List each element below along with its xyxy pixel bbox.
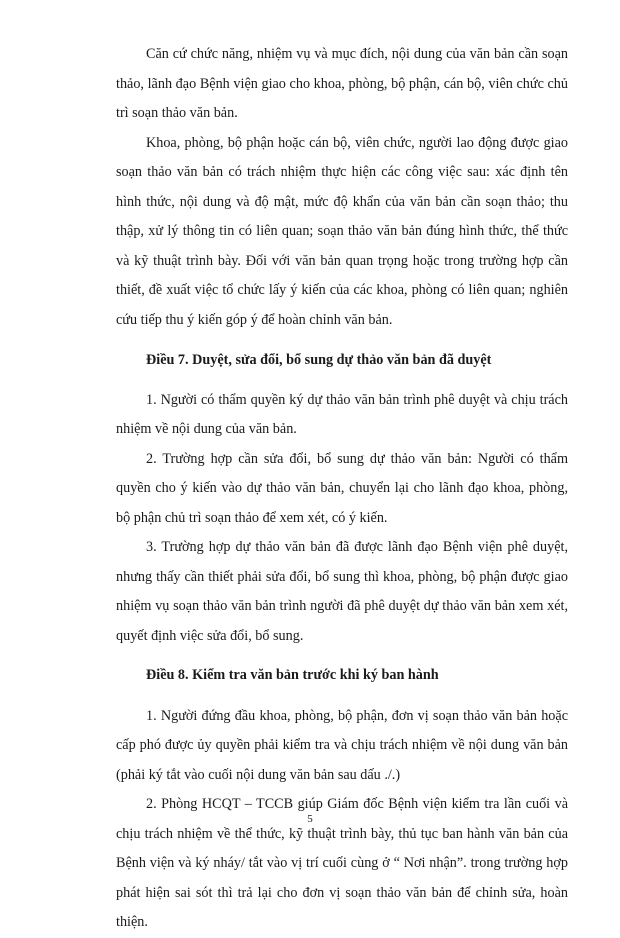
page-number: 5 xyxy=(307,813,313,825)
intro-paragraph-2: Khoa, phòng, bộ phận hoặc cán bộ, viên chức, người lao động được giao soạn thảo văn bản có trách nhiệm thực hiện các công việc sau: xác định tên hình thức, nội dung và độ mật, mức độ khẩn của văn bản cần soạn thảo; thu thập, xử lý thông tin có liên quan; soạn thảo văn bản đúng hình thức, thể thức và kỹ thuật trình bày. Đối với văn bản quan trọng hoặc trong trường hợp cần thiết, đề xuất việc tổ chức lấy ý kiến của các khoa, phòng có liên quan; nghiên cứu tiếp thu ý kiến góp ý để hoàn chỉnh văn bản. xyxy=(116,134,568,328)
article-7-clause-3: 3. Trường hợp dự thảo văn bản đã được lãnh đạo Bệnh viện phê duyệt, nhưng thấy cần thiết phải sửa đổi, bổ sung thì khoa, phòng, bộ phận được giao nhiệm vụ soạn thảo văn bản trình người đã phê duyệt dự thảo văn bản xem xét, quyết định việc sửa đổi, bổ sung. xyxy=(116,539,568,644)
article-8-clause-2: 2. Phòng HCQT – TCCB giúp Giám đốc Bệnh viện kiểm tra lần cuối và chịu trách nhiệm về thể thức, kỹ thuật trình bày, thủ tục ban hành văn bản của Bệnh viện và ký nháy/ tắt vào vị trí cuối cùng ở “ Nơi nhận”. trong trường hợp phát hiện sai sót thì trả lại cho đơn vị soạn thảo văn bản để chỉnh sửa, hoàn thiện. xyxy=(116,796,568,930)
article-8 xyxy=(116,661,568,938)
intro-section xyxy=(116,40,568,335)
intro-paragraph-1: Căn cứ chức năng, nhiệm vụ và mục đích, nội dung của văn bản cần soạn thảo, lãnh đạo Bệnh viện giao cho khoa, phòng, bộ phận, cán bộ, viên chức chủ trì soạn thảo văn bản. xyxy=(116,46,568,121)
article-8-heading: Điều 8. Kiểm tra văn bản trước khi ký ban hành xyxy=(146,667,439,683)
article-7 xyxy=(116,346,568,651)
article-7-clause-2: 2. Trường hợp cần sửa đổi, bổ sung dự thảo văn bản: Người có thẩm quyền cho ý kiến vào dự thảo văn bản, chuyển lại cho lãnh đạo khoa, phòng, bộ phận chủ trì soạn thảo để xem xét, có ý kiến. xyxy=(116,450,568,526)
article-7-clause-1: 1. Người có thẩm quyền ký dự thảo văn bản trình phê duyệt và chịu trách nhiệm về nội dung của văn bản. xyxy=(116,391,568,437)
article-7-heading: Điều 7. Duyệt, sửa đổi, bổ sung dự thảo văn bản đã duyệt xyxy=(146,352,492,368)
article-8-clause-1: 1. Người đứng đầu khoa, phòng, bộ phận, đơn vị soạn thảo văn bản hoặc cấp phó được ủy quyền phải kiểm tra và chịu trách nhiệm về nội dung văn bản (phải ký tắt vào cuối nội dung văn bản sau dấu ./.) xyxy=(116,707,568,783)
